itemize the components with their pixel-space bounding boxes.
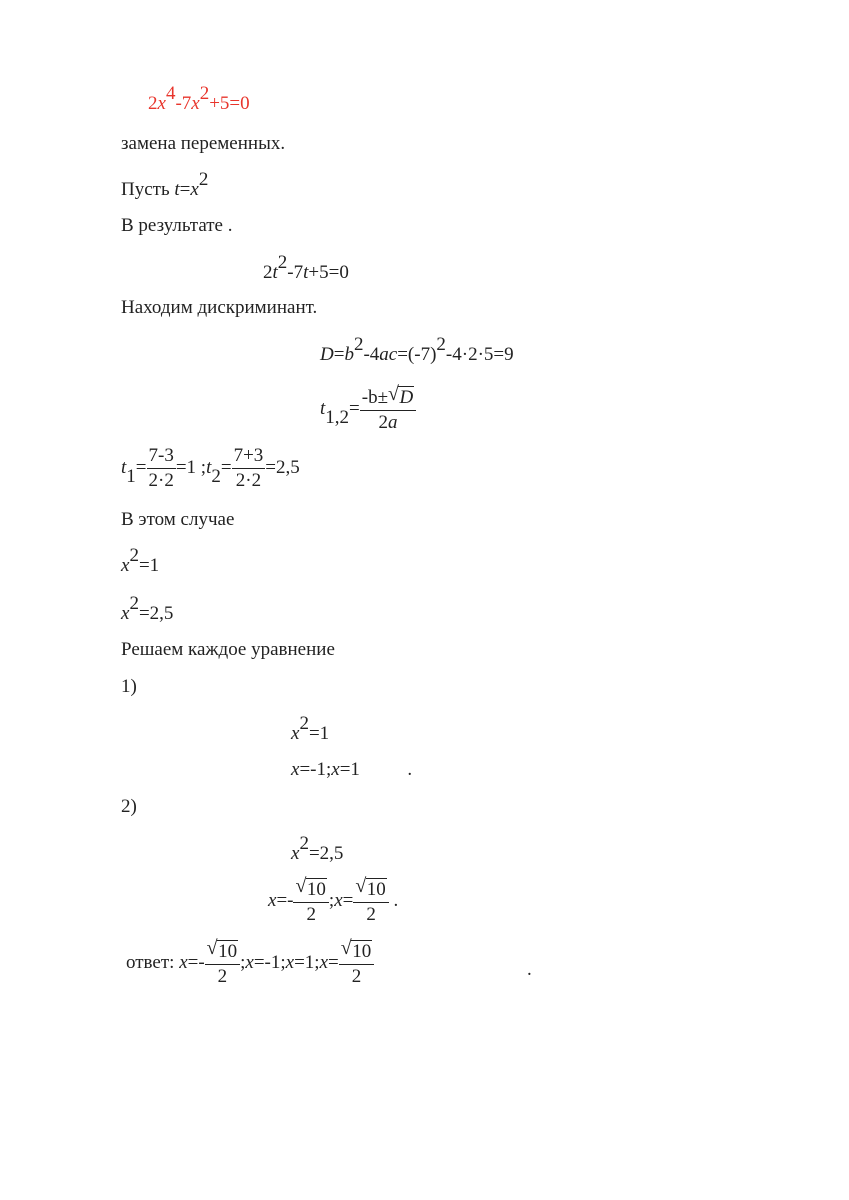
formula-roots: t1,2= -b± √ D 2a <box>320 386 416 433</box>
case2-equation: x2=2,5 <box>291 832 344 864</box>
equation-original: 2x4-7x2+5=0 <box>148 82 250 114</box>
equation-discriminant: D=b2-4ac=(-7)2-4·2·5=9 <box>320 333 514 365</box>
text-result: В результате . <box>121 215 233 236</box>
text-solve-each: Решаем каждое уравнение <box>121 639 335 660</box>
roots-t-values: t1= $\frac{7-3}{2\cdot 2}$ =1 ;t2= $\frac{7+3}{2\cdot 2}$ =2,5 <box>121 445 300 491</box>
label-case-1: 1) <box>121 676 137 697</box>
case2-solution: x=- √ 10 2 ;x= √ 10 2 . <box>268 874 399 925</box>
case1-equation: x2=1 <box>291 712 330 744</box>
equation-x2-eq-2-5: x2=2,5 <box>121 592 174 624</box>
final-answer-period: . <box>527 959 532 980</box>
final-answer: ответ: x=- √ 10 2 ;x=-1;x=1;x= √ 10 2 <box>126 940 374 987</box>
equation-in-t: 2t2-7t+5=0 <box>263 251 349 283</box>
text-find-discriminant: Находим дискриминант. <box>121 297 318 318</box>
label-case-2: 2) <box>121 796 137 817</box>
text-in-this-case: В этом случае <box>121 509 235 530</box>
text-let: Пусть t=x2 <box>121 168 209 200</box>
equation-x2-eq-1: x2=1 <box>121 544 160 576</box>
text-substitution: замена переменных. <box>121 133 286 154</box>
case1-solution: x=-1;x=1 . <box>291 759 413 780</box>
